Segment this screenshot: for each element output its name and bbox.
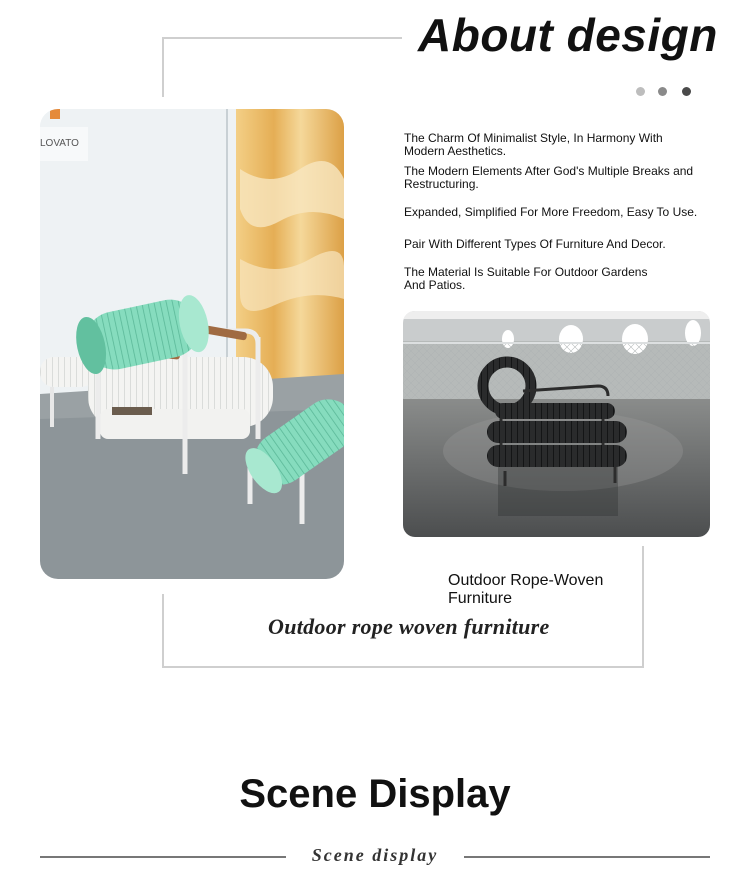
caption-product-name: Outdoor Rope-Woven Furniture [448, 572, 604, 607]
about-design-title: About design [418, 9, 718, 61]
frame-bottom-line [162, 666, 644, 668]
scene-display-title: Scene Display [239, 772, 511, 816]
feature-item-1: The Charm Of Minimalist Style, In Harmony With Modern Aesthetics. [404, 131, 663, 158]
feature-item-2: The Modern Elements After God's Multiple Breaks and Restructuring. [404, 164, 694, 191]
pager-dot-1[interactable] [636, 87, 645, 96]
sign-text: LOVATO [40, 138, 79, 149]
feature-item-4: Pair With Different Types Of Furniture And Decor. [404, 237, 666, 251]
mint-chair-photo [40, 109, 344, 579]
black-chair-photo [403, 311, 710, 537]
frame-left-line-bottom [162, 594, 164, 668]
frame-right-line [642, 546, 644, 668]
frame-top-line [162, 37, 402, 39]
pager-dot-2[interactable] [658, 87, 667, 96]
frame-left-line-top [162, 37, 164, 97]
caption-product-name-serif: Outdoor rope woven furniture [268, 614, 550, 639]
scene-display-subtitle: Scene display [311, 845, 439, 865]
pager-dot-3[interactable] [682, 87, 691, 96]
feature-item-3: Expanded, Simplified For More Freedom, Easy To Use. [404, 205, 698, 219]
feature-item-5: The Material Is Suitable For Outdoor Gardens And Patios. [404, 265, 648, 292]
